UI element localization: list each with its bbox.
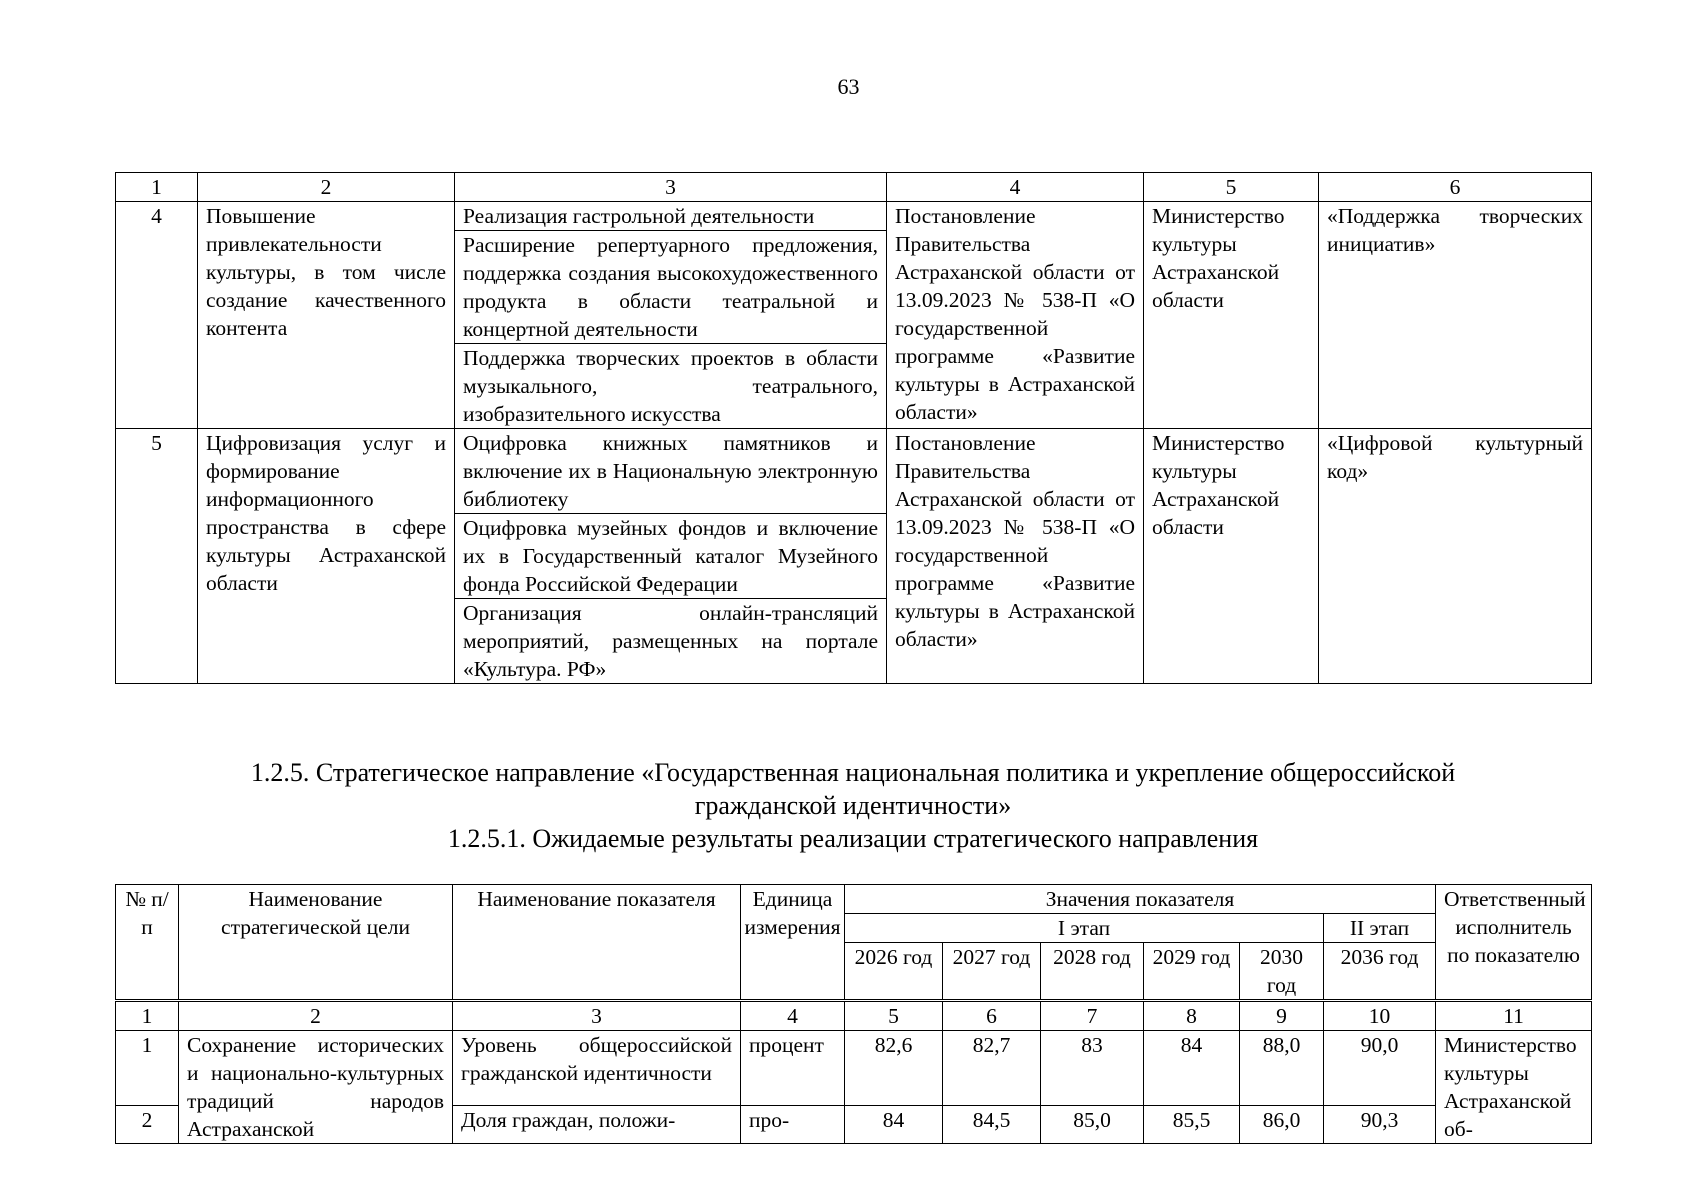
executor-cell: Министерство культуры Астраханской области <box>1144 429 1319 684</box>
activity-item: Оцифровка книжных памятников и включение их в Национальную электронную библиотеку <box>455 429 886 514</box>
activities-cell <box>455 429 887 684</box>
col-number: 6 <box>1319 173 1592 202</box>
col-number: 8 <box>1144 1001 1240 1031</box>
activities-cell <box>455 202 887 429</box>
table-header-row <box>116 885 1592 914</box>
value-cell: 85,5 <box>1144 1105 1240 1143</box>
project-cell: «Цифровой культурный код» <box>1319 429 1592 684</box>
col-number: 4 <box>887 173 1144 202</box>
row-number: 2 <box>116 1105 179 1143</box>
value-cell: 82,6 <box>845 1031 943 1106</box>
activity-item: Организация онлайн-трансляций мероприятий, размещенных на портале «Культура. РФ» <box>463 601 878 681</box>
executor-cell: Министерство культуры Астраханской об- <box>1436 1031 1592 1144</box>
executor-cell: Министерство культуры Астраханской области <box>1144 202 1319 429</box>
value-cell: 84 <box>845 1105 943 1143</box>
table-header-row <box>116 173 1592 202</box>
col-number: 4 <box>741 1001 845 1031</box>
value-cell: 84,5 <box>943 1105 1041 1143</box>
col-number: 11 <box>1436 1001 1592 1031</box>
col-number: 3 <box>453 1001 741 1031</box>
col-number: 2 <box>179 1001 453 1031</box>
section-title <box>115 756 1591 855</box>
unit-cell: про- <box>741 1105 845 1143</box>
page-number: 63 <box>837 74 860 99</box>
table-row <box>116 1031 1592 1106</box>
header-executor: Ответственный исполнитель по показателю <box>1436 885 1592 1001</box>
value-cell: 84 <box>1144 1031 1240 1106</box>
value-cell: 85,0 <box>1041 1105 1144 1143</box>
col-number: 9 <box>1240 1001 1324 1031</box>
goal-cell: Сохранение исторических и национально-культурных традиций народов Астраханской <box>179 1031 453 1144</box>
value-cell: 86,0 <box>1240 1105 1324 1143</box>
section-title-line: 1.2.5. Стратегическое направление «Государственная национальная политика и укрепление общероссийской <box>250 758 1456 787</box>
column-number-row <box>116 1001 1592 1031</box>
value-cell: 82,7 <box>943 1031 1041 1106</box>
value-cell: 90,3 <box>1324 1105 1436 1143</box>
header-year: 2026 год <box>845 943 943 1001</box>
project-cell: «Поддержка творческих инициатив» <box>1319 202 1592 429</box>
header-unit: Единица измерения <box>741 885 845 1001</box>
activity-item: Реализация гастрольной деятельности <box>455 202 886 231</box>
activity-item: Поддержка творческих проектов в области музыкального, театрального, изобразительного искусства <box>463 346 878 426</box>
header-goal: Наименование стратегической цели <box>179 885 453 1001</box>
value-cell: 83 <box>1041 1031 1144 1106</box>
header-stage-1: I этап <box>845 914 1324 943</box>
col-number: 1 <box>116 173 198 202</box>
header-year: 2027 год <box>943 943 1041 1001</box>
indicator-cell: Уровень общероссийской гражданской идентичности <box>453 1031 741 1106</box>
table-row <box>116 429 1592 684</box>
results-table <box>115 884 1592 1144</box>
header-no: № п/п <box>116 885 179 1001</box>
col-number: 5 <box>1144 173 1319 202</box>
col-number: 2 <box>198 173 455 202</box>
header-year: 2029 год <box>1144 943 1240 1001</box>
header-year: 2030 год <box>1240 943 1324 1001</box>
activity-item: Оцифровка музейных фондов и включение их в Государственный каталог Музейного фонда Российской Федерации <box>455 514 886 599</box>
goal-cell: Повышение привлекательности культуры, в том числе создание качественного контента <box>198 202 455 429</box>
value-cell: 88,0 <box>1240 1031 1324 1106</box>
row-number: 5 <box>116 429 198 684</box>
col-number: 6 <box>943 1001 1041 1031</box>
header-year: 2036 год <box>1324 943 1436 1001</box>
header-stage-2: II этап <box>1324 914 1436 943</box>
document-cell: Постановление Правительства Астраханской области от 13.09.2023 № 538-П «О государственной программе «Развитие культуры в Астраханской области» <box>887 429 1144 684</box>
header-indicator: Наименование показателя <box>453 885 741 1001</box>
document-cell: Постановление Правительства Астраханской области от 13.09.2023 № 538-П «О государственной программе «Развитие культуры в Астраханской области» <box>887 202 1144 429</box>
col-number: 5 <box>845 1001 943 1031</box>
col-number: 10 <box>1324 1001 1436 1031</box>
indicator-cell: Доля граждан, положи- <box>453 1105 741 1143</box>
table-row <box>116 202 1592 429</box>
goal-cell: Цифровизация услуг и формирование информационного пространства в сфере культуры Астраханской области <box>198 429 455 684</box>
section-subtitle: 1.2.5.1. Ожидаемые результаты реализации стратегического направления <box>447 824 1259 853</box>
unit-cell: процент <box>741 1031 845 1106</box>
col-number: 3 <box>455 173 887 202</box>
row-number: 4 <box>116 202 198 429</box>
col-number: 1 <box>116 1001 179 1031</box>
section-title-line: гражданской идентичности» <box>694 791 1012 820</box>
value-cell: 90,0 <box>1324 1031 1436 1106</box>
activities-table <box>115 172 1592 684</box>
header-year: 2028 год <box>1041 943 1144 1001</box>
header-values: Значения показателя <box>845 885 1436 914</box>
activity-item: Расширение репертуарного предложения, поддержка создания высокохудожественного продукта в области театральной и концертной деятельности <box>455 231 886 344</box>
col-number: 7 <box>1041 1001 1144 1031</box>
row-number: 1 <box>116 1031 179 1106</box>
